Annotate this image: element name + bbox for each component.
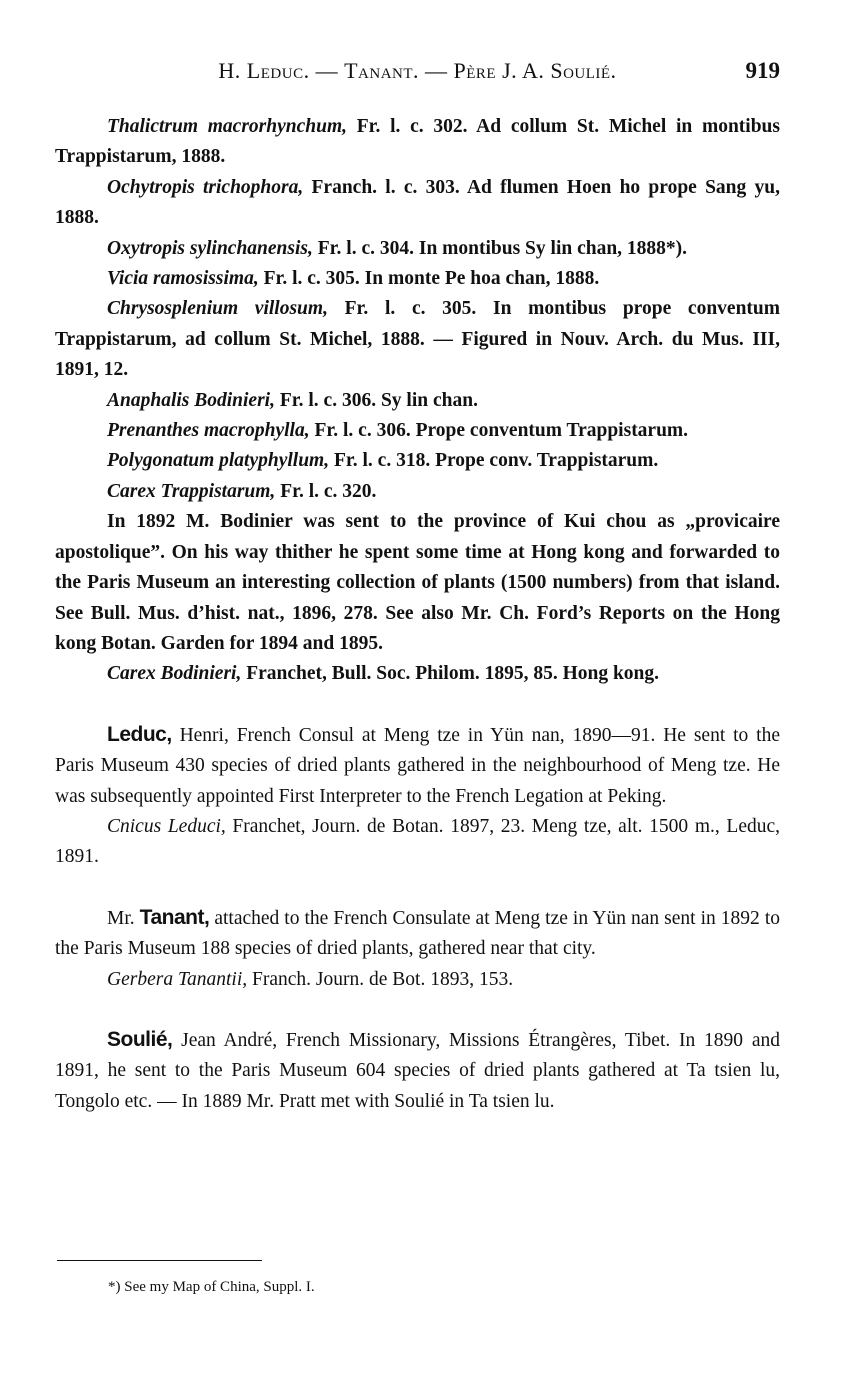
species-name: Thalictrum macrorhynchum, xyxy=(107,116,347,137)
species-entry xyxy=(55,386,780,416)
running-title-dash: — xyxy=(315,58,339,83)
page-body xyxy=(55,112,780,1117)
species-name: Carex Trappistarum, xyxy=(107,480,276,502)
species-entry xyxy=(55,812,780,873)
collector-text: attached to the French Consulate at Meng tze in Yün nan sent in 1892 to the Paris Museum 188 species of dried plants, gathered near that city. xyxy=(55,907,780,960)
species-citation: Franchet, Bull. Soc. Philom. 1895, 85. Hong kong. xyxy=(241,663,660,685)
species-entry xyxy=(55,234,780,264)
collector-prefix: Mr. xyxy=(107,907,140,929)
species-name: Vicia ramosissima, xyxy=(107,268,259,290)
section-gap xyxy=(55,690,780,720)
running-title-tanant: Tanant. xyxy=(344,58,420,83)
species-name: Polygonatum platyphyllum, xyxy=(107,450,330,472)
species-name: Carex Bodinieri, xyxy=(107,663,242,685)
species-entry xyxy=(55,416,780,446)
species-citation: Franchet, Journ. de Botan. 1897, 23. Meng tze, alt. 1500 m., Leduc, 1891. xyxy=(55,815,781,868)
species-entry xyxy=(55,294,780,385)
species-citation: Fr. l. c. 306. Prope conventum Trappistarum. xyxy=(309,420,689,442)
species-name: Ochytropis trichophora, xyxy=(107,176,304,198)
running-title-dash: — xyxy=(425,58,448,83)
species-citation: Fr. l. c. 305. In monte Pe hoa chan, 1888. xyxy=(258,268,600,290)
page-header xyxy=(55,58,780,98)
leduc-paragraph xyxy=(55,720,780,812)
species-name: Anaphalis Bodinieri, xyxy=(107,389,275,411)
species-entry xyxy=(55,173,780,234)
collector-name: Leduc, xyxy=(107,722,172,746)
species-name: Cnicus Leduci, xyxy=(107,815,226,837)
species-citation: Franch. Journ. de Bot. 1893, 153. xyxy=(247,968,514,990)
species-name: Oxytropis sylinchanensis, xyxy=(107,237,313,259)
species-entry xyxy=(55,477,780,507)
running-title xyxy=(55,58,780,84)
species-citation: Fr. l. c. 306. Sy lin chan. xyxy=(274,389,478,411)
collector-name: Soulié, xyxy=(107,1027,173,1051)
running-title-leduc: H. Leduc. xyxy=(218,58,310,83)
species-entry xyxy=(55,264,780,294)
species-entry xyxy=(55,112,780,173)
species-citation: Fr. l. c. 305. In montibus prope conventum Trappistarum, ad collum St. Michel, 1888. — Figured in Nouv. Arch. du Mus. III, 1891, 12. xyxy=(55,298,780,381)
species-name: Gerbera Tanantii, xyxy=(107,968,248,990)
species-citation: Franch. l. c. 303. Ad flumen Hoen ho prope Sang yu, 1888. xyxy=(55,176,781,229)
section-gap xyxy=(55,995,780,1025)
species-entry xyxy=(55,446,780,476)
footnote: *) See my Map of China, Suppl. I. xyxy=(108,1279,315,1295)
collector-text: Jean André, French Missionary, Missions Étrangères, Tibet. In 1890 and 1891, he sent to the Paris Museum 604 species of dried plants gathered at Ta tsien lu, Tongolo etc. — In 1889 Mr. Pratt met with Soulié in Ta tsien lu. xyxy=(55,1029,780,1112)
bodinier-paragraph: In 1892 M. Bodinier was sent to the province of Kui chou as „provicaire apostolique”. On his way thither he spent some time at Hong kong and forwarded to the Paris Museum an interesting collection of plants (1500 numbers) from that island. See Bull. Mus. d’hist. nat., 1896, 278. See also Mr. Ch. Ford’s Reports on the Hong kong Botan. Garden for 1894 and 1895. xyxy=(55,511,780,654)
species-entry xyxy=(55,659,780,689)
tanant-paragraph xyxy=(55,903,780,965)
species-citation: Fr. l. c. 302. Ad collum St. Michel in montibus Trappistarum, 1888. xyxy=(55,116,780,168)
species-citation: Fr. l. c. 320. xyxy=(275,480,377,502)
running-title-soulie: Père J. A. Soulié. xyxy=(453,58,617,83)
collector-text: Henri, French Consul at Meng tze in Yün nan, 1890—91. He sent to the Paris Museum 430 species of dried plants gathered in the neighbourhood of Meng tze. He was subsequently appointed First Interpreter to the French Legation at Peking. xyxy=(55,724,780,807)
species-name: Chrysosplenium villosum, xyxy=(107,298,328,320)
page-number: 919 xyxy=(745,58,780,83)
species-citation: Fr. l. c. 304. In montibus Sy lin chan, 1888*). xyxy=(312,237,688,259)
species-entry xyxy=(55,965,780,995)
section-gap xyxy=(55,873,780,903)
species-citation: Fr. l. c. 318. Prope conv. Trappistarum. xyxy=(329,450,659,472)
soulie-paragraph xyxy=(55,1025,780,1117)
footnote-rule xyxy=(57,1260,262,1261)
collector-name: Tanant, xyxy=(139,905,210,929)
species-name: Prenanthes macrophylla, xyxy=(107,420,310,442)
